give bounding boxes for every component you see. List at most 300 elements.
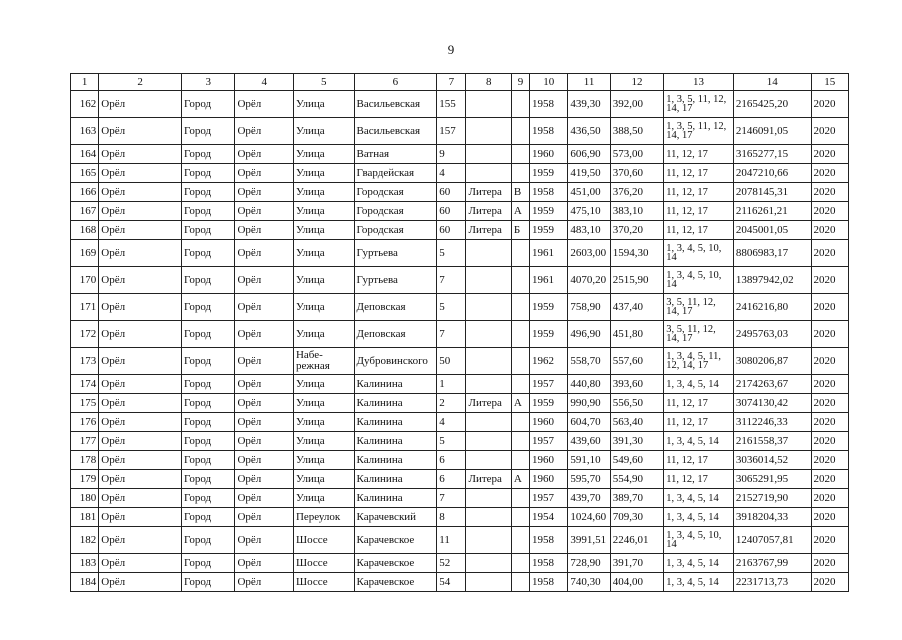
table-row <box>71 348 849 375</box>
cell-col-12: 451,80 <box>610 321 663 348</box>
cell-col-6: Калинина <box>354 489 437 508</box>
cell-col-2: Орёл <box>99 202 182 221</box>
cell-col-5: Улица <box>293 145 354 164</box>
page-number: 9 <box>447 42 455 57</box>
cell-col-3: Город <box>181 164 234 183</box>
cell-col-2: Орёл <box>99 91 182 118</box>
cell-col-7: 2 <box>437 394 466 413</box>
cell-col-11: 728,90 <box>568 554 610 573</box>
cell-col-8 <box>466 321 511 348</box>
cell-col-12: 391,30 <box>610 432 663 451</box>
cell-col-14: 2047210,66 <box>733 164 811 183</box>
cell-col-10: 1958 <box>530 91 568 118</box>
cell-col-5: Улица <box>293 470 354 489</box>
cell-col-14: 3918204,33 <box>733 508 811 527</box>
cell-col-7: 6 <box>437 470 466 489</box>
cell-col-11: 595,70 <box>568 470 610 489</box>
cell-col-2: Орёл <box>99 432 182 451</box>
cell-col-4: Орёл <box>235 527 294 554</box>
cell-col-14: 2163767,99 <box>733 554 811 573</box>
cell-col-2: Орёл <box>99 573 182 592</box>
cell-col-6: Калинина <box>354 470 437 489</box>
cell-col-2: Орёл <box>99 489 182 508</box>
cell-col-3: Город <box>181 91 234 118</box>
cell-col-1: 169 <box>71 240 99 267</box>
housing-register-table <box>70 73 849 592</box>
cell-col-8 <box>466 527 511 554</box>
column-header-9: 9 <box>511 74 529 91</box>
table-row <box>71 91 849 118</box>
cell-col-5: Улица <box>293 375 354 394</box>
cell-col-6: Гвардейская <box>354 164 437 183</box>
cell-col-10: 1959 <box>530 202 568 221</box>
cell-col-13: 11, 12, 17 <box>664 183 734 202</box>
table-row <box>71 202 849 221</box>
cell-col-1: 179 <box>71 470 99 489</box>
cell-col-14: 3165277,15 <box>733 145 811 164</box>
cell-col-9 <box>511 451 529 470</box>
table-row <box>71 240 849 267</box>
cell-col-12: 556,50 <box>610 394 663 413</box>
cell-col-1: 180 <box>71 489 99 508</box>
cell-col-3: Город <box>181 375 234 394</box>
cell-col-10: 1958 <box>530 554 568 573</box>
cell-col-14: 3074130,42 <box>733 394 811 413</box>
cell-col-11: 483,10 <box>568 221 610 240</box>
cell-col-15: 2020 <box>811 470 848 489</box>
table-body <box>71 91 849 592</box>
column-header-4: 4 <box>235 74 294 91</box>
cell-col-5: Улица <box>293 202 354 221</box>
column-header-10: 10 <box>530 74 568 91</box>
cell-col-10: 1960 <box>530 413 568 432</box>
cell-col-4: Орёл <box>235 91 294 118</box>
cell-col-13: 1, 3, 5, 11, 12, 14, 17 <box>664 118 734 145</box>
column-header-2: 2 <box>99 74 182 91</box>
cell-col-5: Улица <box>293 240 354 267</box>
cell-col-15: 2020 <box>811 118 848 145</box>
cell-col-14: 3112246,33 <box>733 413 811 432</box>
cell-col-11: 990,90 <box>568 394 610 413</box>
cell-col-10: 1958 <box>530 118 568 145</box>
cell-col-8: Литера <box>466 394 511 413</box>
cell-col-12: 393,60 <box>610 375 663 394</box>
cell-col-11: 439,70 <box>568 489 610 508</box>
cell-col-4: Орёл <box>235 375 294 394</box>
cell-col-7: 5 <box>437 240 466 267</box>
cell-col-2: Орёл <box>99 348 182 375</box>
cell-col-12: 370,60 <box>610 164 663 183</box>
cell-col-3: Город <box>181 145 234 164</box>
cell-col-8 <box>466 508 511 527</box>
column-header-5: 5 <box>293 74 354 91</box>
cell-col-14: 2078145,31 <box>733 183 811 202</box>
cell-col-12: 554,90 <box>610 470 663 489</box>
cell-col-4: Орёл <box>235 348 294 375</box>
table-row <box>71 267 849 294</box>
cell-col-11: 439,60 <box>568 432 610 451</box>
cell-col-10: 1959 <box>530 164 568 183</box>
cell-col-9: В <box>511 183 529 202</box>
cell-col-13: 1, 3, 4, 5, 14 <box>664 489 734 508</box>
cell-col-7: 60 <box>437 202 466 221</box>
cell-col-5: Шоссе <box>293 573 354 592</box>
cell-col-2: Орёл <box>99 554 182 573</box>
cell-col-11: 758,90 <box>568 294 610 321</box>
cell-col-4: Орёл <box>235 202 294 221</box>
cell-col-1: 164 <box>71 145 99 164</box>
cell-col-4: Орёл <box>235 470 294 489</box>
cell-col-10: 1961 <box>530 240 568 267</box>
cell-col-14: 3036014,52 <box>733 451 811 470</box>
cell-col-5: Улица <box>293 164 354 183</box>
cell-col-13: 1, 3, 4, 5, 10, 14 <box>664 240 734 267</box>
cell-col-8 <box>466 348 511 375</box>
cell-col-9 <box>511 321 529 348</box>
cell-col-10: 1961 <box>530 267 568 294</box>
cell-col-14: 3065291,95 <box>733 470 811 489</box>
cell-col-3: Город <box>181 508 234 527</box>
cell-col-4: Орёл <box>235 508 294 527</box>
cell-col-8 <box>466 145 511 164</box>
cell-col-8 <box>466 164 511 183</box>
cell-col-3: Город <box>181 394 234 413</box>
cell-col-8 <box>466 91 511 118</box>
cell-col-15: 2020 <box>811 432 848 451</box>
cell-col-13: 1, 3, 4, 5, 10, 14 <box>664 267 734 294</box>
cell-col-7: 7 <box>437 267 466 294</box>
cell-col-4: Орёл <box>235 413 294 432</box>
cell-col-2: Орёл <box>99 240 182 267</box>
cell-col-14: 2161558,37 <box>733 432 811 451</box>
cell-col-5: Набе-режная <box>293 348 354 375</box>
cell-col-5: Улица <box>293 413 354 432</box>
cell-col-4: Орёл <box>235 451 294 470</box>
cell-col-6: Гуртьева <box>354 240 437 267</box>
cell-col-8 <box>466 267 511 294</box>
cell-col-12: 709,30 <box>610 508 663 527</box>
cell-col-11: 496,90 <box>568 321 610 348</box>
cell-col-3: Город <box>181 489 234 508</box>
cell-col-1: 181 <box>71 508 99 527</box>
cell-col-9 <box>511 413 529 432</box>
cell-col-9 <box>511 489 529 508</box>
cell-col-9: А <box>511 470 529 489</box>
cell-col-11: 4070,20 <box>568 267 610 294</box>
cell-col-12: 1594,30 <box>610 240 663 267</box>
table-row <box>71 118 849 145</box>
cell-col-12: 557,60 <box>610 348 663 375</box>
cell-col-13: 1, 3, 4, 5, 14 <box>664 375 734 394</box>
cell-col-15: 2020 <box>811 508 848 527</box>
cell-col-6: Городская <box>354 183 437 202</box>
cell-col-6: Калинина <box>354 394 437 413</box>
column-header-13: 13 <box>664 74 734 91</box>
cell-col-13: 11, 12, 17 <box>664 394 734 413</box>
cell-col-10: 1960 <box>530 451 568 470</box>
cell-col-6: Карачевское <box>354 554 437 573</box>
cell-col-6: Васильевская <box>354 91 437 118</box>
cell-col-14: 2231713,73 <box>733 573 811 592</box>
cell-col-2: Орёл <box>99 413 182 432</box>
cell-col-15: 2020 <box>811 183 848 202</box>
cell-col-14: 2165425,20 <box>733 91 811 118</box>
cell-col-11: 440,80 <box>568 375 610 394</box>
cell-col-4: Орёл <box>235 294 294 321</box>
cell-col-1: 183 <box>71 554 99 573</box>
cell-col-13: 11, 12, 17 <box>664 413 734 432</box>
cell-col-10: 1958 <box>530 527 568 554</box>
cell-col-12: 549,60 <box>610 451 663 470</box>
cell-col-14: 2416216,80 <box>733 294 811 321</box>
column-header-3: 3 <box>181 74 234 91</box>
cell-col-14: 2152719,90 <box>733 489 811 508</box>
cell-col-8 <box>466 451 511 470</box>
cell-col-15: 2020 <box>811 294 848 321</box>
cell-col-5: Улица <box>293 294 354 321</box>
cell-col-13: 1, 3, 4, 5, 14 <box>664 432 734 451</box>
cell-col-12: 404,00 <box>610 573 663 592</box>
cell-col-8: Литера <box>466 183 511 202</box>
table-row <box>71 164 849 183</box>
cell-col-9 <box>511 267 529 294</box>
cell-col-4: Орёл <box>235 221 294 240</box>
cell-col-6: Деповская <box>354 294 437 321</box>
cell-col-3: Город <box>181 221 234 240</box>
table-row <box>71 573 849 592</box>
cell-col-5: Шоссе <box>293 554 354 573</box>
cell-col-10: 1959 <box>530 221 568 240</box>
cell-col-15: 2020 <box>811 267 848 294</box>
cell-col-9 <box>511 91 529 118</box>
cell-col-5: Улица <box>293 221 354 240</box>
cell-col-11: 558,70 <box>568 348 610 375</box>
column-header-12: 12 <box>610 74 663 91</box>
cell-col-7: 155 <box>437 91 466 118</box>
cell-col-10: 1954 <box>530 508 568 527</box>
cell-col-4: Орёл <box>235 432 294 451</box>
cell-col-12: 2515,90 <box>610 267 663 294</box>
cell-col-1: 170 <box>71 267 99 294</box>
cell-col-2: Орёл <box>99 321 182 348</box>
cell-col-12: 370,20 <box>610 221 663 240</box>
cell-col-2: Орёл <box>99 267 182 294</box>
cell-col-5: Улица <box>293 118 354 145</box>
cell-col-9 <box>511 240 529 267</box>
cell-col-14: 12407057,81 <box>733 527 811 554</box>
cell-col-13: 1, 3, 4, 5, 14 <box>664 508 734 527</box>
cell-col-4: Орёл <box>235 145 294 164</box>
cell-col-2: Орёл <box>99 145 182 164</box>
column-header-7: 7 <box>437 74 466 91</box>
cell-col-6: Калинина <box>354 375 437 394</box>
cell-col-1: 176 <box>71 413 99 432</box>
cell-col-5: Улица <box>293 451 354 470</box>
cell-col-10: 1958 <box>530 183 568 202</box>
cell-col-7: 11 <box>437 527 466 554</box>
table-row <box>71 489 849 508</box>
cell-col-8 <box>466 554 511 573</box>
cell-col-6: Калинина <box>354 451 437 470</box>
cell-col-4: Орёл <box>235 183 294 202</box>
cell-col-15: 2020 <box>811 221 848 240</box>
cell-col-5: Улица <box>293 267 354 294</box>
cell-col-7: 4 <box>437 164 466 183</box>
cell-col-5: Шоссе <box>293 527 354 554</box>
cell-col-13: 11, 12, 17 <box>664 202 734 221</box>
cell-col-3: Город <box>181 348 234 375</box>
cell-col-14: 2146091,05 <box>733 118 811 145</box>
cell-col-3: Город <box>181 118 234 145</box>
cell-col-13: 11, 12, 17 <box>664 221 734 240</box>
cell-col-1: 177 <box>71 432 99 451</box>
table-header <box>71 74 849 91</box>
cell-col-14: 13897942,02 <box>733 267 811 294</box>
cell-col-4: Орёл <box>235 267 294 294</box>
cell-col-15: 2020 <box>811 489 848 508</box>
cell-col-9 <box>511 164 529 183</box>
cell-col-7: 1 <box>437 375 466 394</box>
table-row <box>71 508 849 527</box>
cell-col-10: 1960 <box>530 145 568 164</box>
cell-col-10: 1957 <box>530 432 568 451</box>
cell-col-6: Карачевское <box>354 527 437 554</box>
cell-col-1: 172 <box>71 321 99 348</box>
cell-col-6: Деповская <box>354 321 437 348</box>
cell-col-8 <box>466 375 511 394</box>
cell-col-3: Город <box>181 470 234 489</box>
cell-col-15: 2020 <box>811 394 848 413</box>
cell-col-7: 60 <box>437 183 466 202</box>
cell-col-11: 606,90 <box>568 145 610 164</box>
cell-col-6: Дубровинского <box>354 348 437 375</box>
cell-col-13: 1, 3, 4, 5, 14 <box>664 554 734 573</box>
cell-col-14: 2045001,05 <box>733 221 811 240</box>
cell-col-13: 1, 3, 5, 11, 12, 14, 17 <box>664 91 734 118</box>
cell-col-5: Улица <box>293 394 354 413</box>
cell-col-9 <box>511 294 529 321</box>
cell-col-9 <box>511 348 529 375</box>
cell-col-15: 2020 <box>811 573 848 592</box>
table-row <box>71 221 849 240</box>
cell-col-9 <box>511 573 529 592</box>
cell-col-1: 171 <box>71 294 99 321</box>
cell-col-13: 11, 12, 17 <box>664 164 734 183</box>
cell-col-8 <box>466 489 511 508</box>
cell-col-9: А <box>511 202 529 221</box>
cell-col-15: 2020 <box>811 554 848 573</box>
cell-col-3: Город <box>181 432 234 451</box>
cell-col-5: Улица <box>293 489 354 508</box>
cell-col-10: 1957 <box>530 375 568 394</box>
cell-col-12: 391,70 <box>610 554 663 573</box>
table-row <box>71 294 849 321</box>
cell-col-3: Город <box>181 554 234 573</box>
cell-col-8 <box>466 118 511 145</box>
cell-col-2: Орёл <box>99 394 182 413</box>
cell-col-10: 1958 <box>530 573 568 592</box>
cell-col-4: Орёл <box>235 164 294 183</box>
cell-col-15: 2020 <box>811 145 848 164</box>
cell-col-2: Орёл <box>99 451 182 470</box>
cell-col-2: Орёл <box>99 508 182 527</box>
cell-col-10: 1959 <box>530 394 568 413</box>
cell-col-9 <box>511 118 529 145</box>
cell-col-11: 604,70 <box>568 413 610 432</box>
table-row <box>71 527 849 554</box>
cell-col-4: Орёл <box>235 394 294 413</box>
cell-col-7: 8 <box>437 508 466 527</box>
cell-col-12: 383,10 <box>610 202 663 221</box>
cell-col-8 <box>466 240 511 267</box>
cell-col-4: Орёл <box>235 554 294 573</box>
cell-col-9 <box>511 508 529 527</box>
cell-col-7: 60 <box>437 221 466 240</box>
cell-col-2: Орёл <box>99 164 182 183</box>
cell-col-4: Орёл <box>235 573 294 592</box>
cell-col-11: 1024,60 <box>568 508 610 527</box>
cell-col-5: Улица <box>293 432 354 451</box>
cell-col-3: Город <box>181 321 234 348</box>
table-row <box>71 413 849 432</box>
cell-col-14: 2116261,21 <box>733 202 811 221</box>
column-header-1: 1 <box>71 74 99 91</box>
cell-col-5: Улица <box>293 183 354 202</box>
cell-col-11: 475,10 <box>568 202 610 221</box>
cell-col-1: 163 <box>71 118 99 145</box>
cell-col-11: 436,50 <box>568 118 610 145</box>
cell-col-3: Город <box>181 451 234 470</box>
cell-col-10: 1959 <box>530 321 568 348</box>
cell-col-9 <box>511 432 529 451</box>
cell-col-4: Орёл <box>235 240 294 267</box>
cell-col-15: 2020 <box>811 375 848 394</box>
cell-col-11: 419,50 <box>568 164 610 183</box>
cell-col-15: 2020 <box>811 348 848 375</box>
cell-col-8 <box>466 294 511 321</box>
cell-col-12: 563,40 <box>610 413 663 432</box>
cell-col-5: Улица <box>293 91 354 118</box>
table-row <box>71 183 849 202</box>
cell-col-7: 4 <box>437 413 466 432</box>
cell-col-9 <box>511 554 529 573</box>
cell-col-11: 439,30 <box>568 91 610 118</box>
cell-col-7: 7 <box>437 321 466 348</box>
cell-col-1: 173 <box>71 348 99 375</box>
cell-col-13: 3, 5, 11, 12, 14, 17 <box>664 321 734 348</box>
cell-col-4: Орёл <box>235 118 294 145</box>
cell-col-12: 392,00 <box>610 91 663 118</box>
cell-col-7: 54 <box>437 573 466 592</box>
cell-col-14: 3080206,87 <box>733 348 811 375</box>
cell-col-15: 2020 <box>811 527 848 554</box>
cell-col-13: 1, 3, 4, 5, 11, 12, 14, 17 <box>664 348 734 375</box>
cell-col-12: 389,70 <box>610 489 663 508</box>
cell-col-15: 2020 <box>811 164 848 183</box>
cell-col-15: 2020 <box>811 91 848 118</box>
cell-col-10: 1962 <box>530 348 568 375</box>
cell-col-2: Орёл <box>99 375 182 394</box>
table-row <box>71 554 849 573</box>
cell-col-11: 451,00 <box>568 183 610 202</box>
cell-col-13: 1, 3, 4, 5, 10, 14 <box>664 527 734 554</box>
cell-col-5: Переулок <box>293 508 354 527</box>
cell-col-1: 165 <box>71 164 99 183</box>
table-row <box>71 432 849 451</box>
table-row <box>71 451 849 470</box>
cell-col-4: Орёл <box>235 321 294 348</box>
cell-col-1: 166 <box>71 183 99 202</box>
